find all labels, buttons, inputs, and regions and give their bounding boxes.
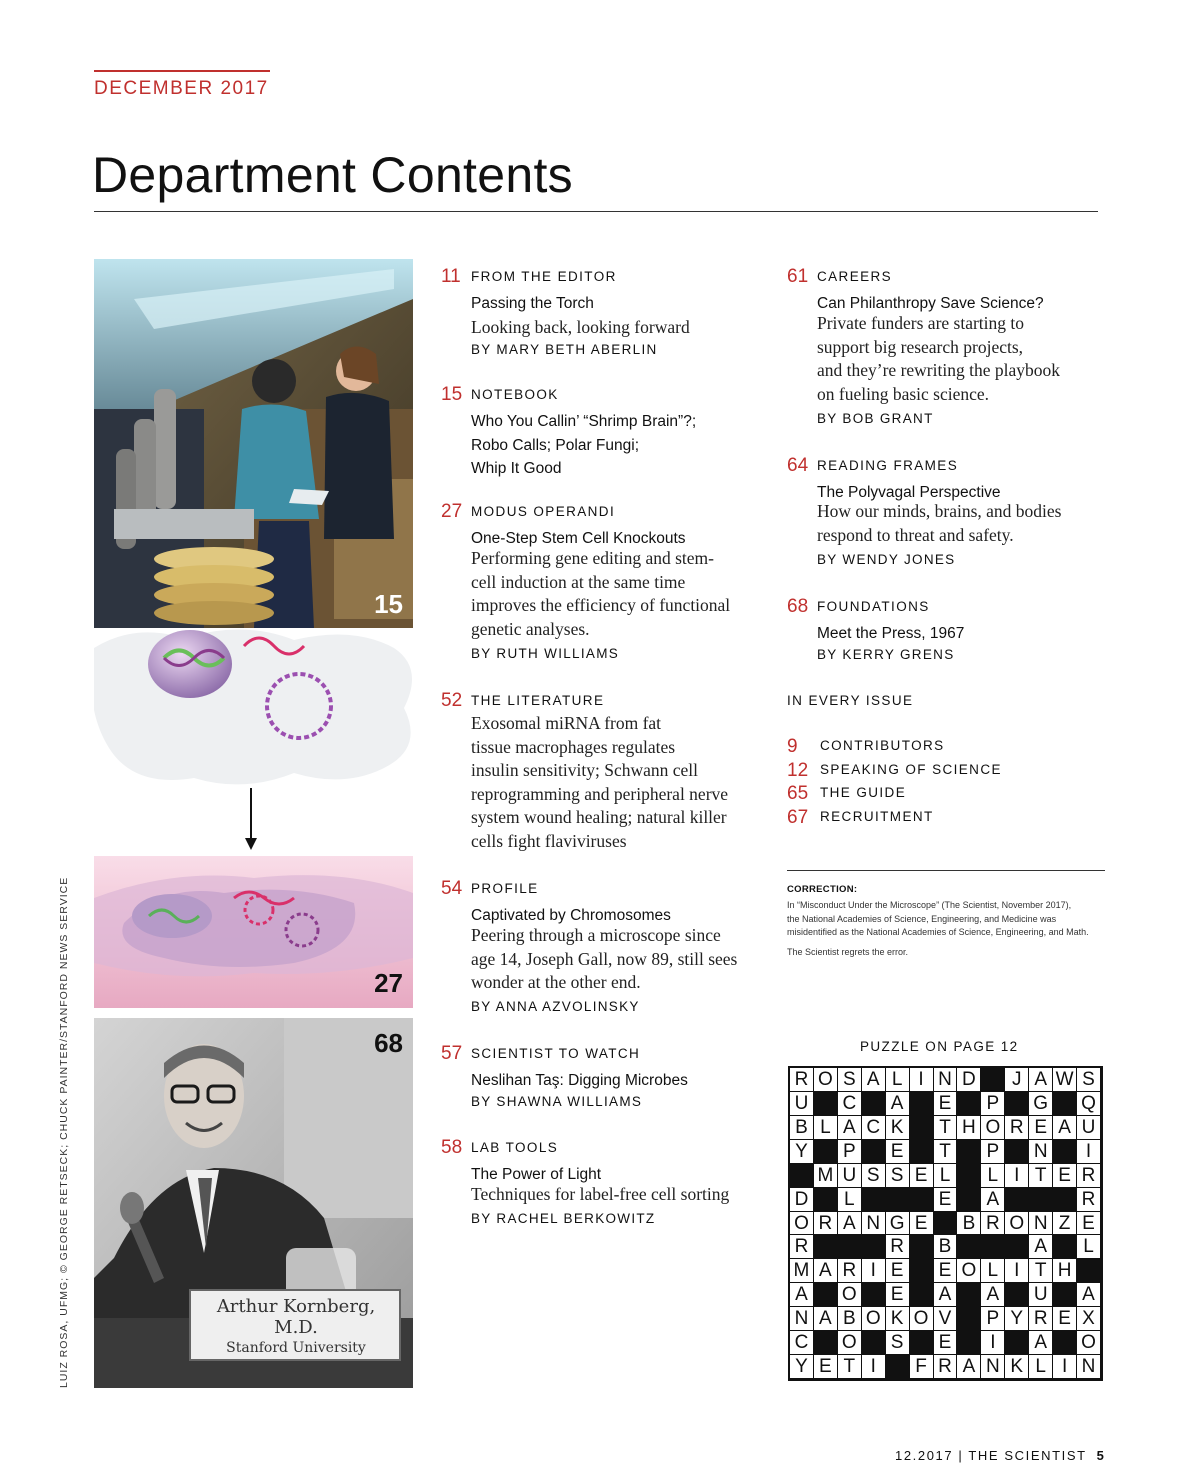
crossword-black-cell	[1053, 1188, 1077, 1212]
entry-byline: BY BOB GRANT	[817, 411, 934, 426]
crossword-black-cell	[1053, 1331, 1077, 1355]
crossword-cell: E	[934, 1092, 958, 1116]
crossword-cell: R	[886, 1235, 910, 1259]
crossword-black-cell	[957, 1235, 981, 1259]
crossword-cell: R	[790, 1068, 814, 1092]
photo-credit: LUIZ ROSA, UFMG; © GEORGE RETSECK; CHUCK PAINTER/STANFORD NEWS SERVICE	[58, 876, 70, 1388]
crossword-black-cell	[814, 1140, 838, 1164]
crossword-cell: C	[862, 1116, 886, 1140]
entry-description: Techniques for label-free cell sorting	[471, 1184, 730, 1204]
entry-description: Peering through a microscope since age 14, Joseph Gall, now 89, still sees wonder at the other end.	[471, 925, 738, 992]
crossword-cell: E	[886, 1140, 910, 1164]
crossword-cell: N	[1029, 1212, 1053, 1236]
correction-heading: CORRECTION:	[787, 884, 858, 895]
crossword-cell: L	[886, 1068, 910, 1092]
crossword-cell: B	[790, 1116, 814, 1140]
crossword-cell: A	[886, 1092, 910, 1116]
entry-byline: BY MARY BETH ABERLIN	[471, 342, 658, 357]
entry-headline: Neslihan Taş: Digging Microbes	[471, 1072, 688, 1089]
crossword-cell: N	[981, 1355, 1005, 1379]
nameplate	[196, 1296, 396, 1356]
entry-page: 68	[787, 596, 809, 617]
entry-headline: Passing the Torch	[471, 295, 594, 312]
crossword-black-cell	[957, 1331, 981, 1355]
crossword-cell: O	[790, 1212, 814, 1236]
crossword-cell: I	[910, 1068, 934, 1092]
entry-byline: BY WENDY JONES	[817, 552, 956, 567]
crossword-cell: P	[981, 1140, 1005, 1164]
crossword-cell: N	[862, 1212, 886, 1236]
entry-page: 52	[441, 690, 463, 711]
crossword-cell: Y	[790, 1355, 814, 1379]
crossword-cell: P	[981, 1307, 1005, 1331]
crossword-cell: E	[814, 1355, 838, 1379]
crossword-cell: I	[981, 1331, 1005, 1355]
entry-section: CAREERS	[817, 269, 893, 284]
crossword-cell: O	[814, 1068, 838, 1092]
entry-section: FROM THE EDITOR	[471, 269, 617, 284]
entry-section: SCIENTIST TO WATCH	[471, 1046, 641, 1061]
crossword-cell: I	[862, 1355, 886, 1379]
crossword-cell: R	[814, 1212, 838, 1236]
stem-cell-illustration	[94, 628, 413, 1008]
crossword-black-cell	[838, 1235, 862, 1259]
entry-description: Private funders are starting to support big research projects, and they’re rewriting the playbook on fueling basic science.	[817, 313, 1060, 404]
crossword-cell: L	[981, 1164, 1005, 1188]
crossword-black-cell	[981, 1068, 1005, 1092]
entry-byline: BY KERRY GRENS	[817, 647, 955, 662]
entry-section: PROFILE	[471, 881, 539, 896]
crossword-cell: A	[790, 1283, 814, 1307]
crossword-cell: Q	[1077, 1092, 1101, 1116]
crossword-cell: S	[838, 1068, 862, 1092]
crossword-cell: L	[981, 1259, 1005, 1283]
crossword-cell: A	[838, 1116, 862, 1140]
crossword-black-cell	[1053, 1283, 1077, 1307]
crossword-cell: U	[1077, 1116, 1101, 1140]
entry-headline: The Power of Light	[471, 1166, 602, 1183]
crossword-cell: C	[838, 1092, 862, 1116]
entry-headline: The Polyvagal Perspective	[817, 484, 1001, 501]
crossword-cell: J	[1005, 1068, 1029, 1092]
entry-description: How our minds, brains, and bodies respond to threat and safety.	[817, 501, 1062, 545]
crossword-cell: Z	[1053, 1212, 1077, 1236]
crossword-black-cell	[814, 1283, 838, 1307]
crossword-cell: I	[1077, 1140, 1101, 1164]
crossword-cell: M	[814, 1164, 838, 1188]
crossword-cell: A	[862, 1068, 886, 1092]
crossword-black-cell	[957, 1092, 981, 1116]
crossword-cell: E	[934, 1188, 958, 1212]
crossword-black-cell	[981, 1235, 1005, 1259]
every-issue-item[interactable]: 9 CONTRIBUTORS	[787, 736, 945, 757]
crossword-cell: O	[862, 1307, 886, 1331]
crossword-cell: E	[1029, 1116, 1053, 1140]
crossword-cell: R	[1029, 1307, 1053, 1331]
cell-diagram	[94, 628, 413, 1008]
crossword-black-cell	[957, 1140, 981, 1164]
crossword-cell: B	[934, 1235, 958, 1259]
crossword-cell: A	[981, 1188, 1005, 1212]
crossword-black-cell	[862, 1140, 886, 1164]
entry-section: MODUS OPERANDI	[471, 504, 616, 519]
entry-page: 57	[441, 1043, 463, 1064]
crossword-cell: R	[981, 1212, 1005, 1236]
crossword-cell: O	[838, 1331, 862, 1355]
crossword-cell: T	[934, 1116, 958, 1140]
entry-description: Looking back, looking forward	[471, 317, 690, 337]
entry-byline: BY RUTH WILLIAMS	[471, 646, 620, 661]
crossword-cell: E	[886, 1259, 910, 1283]
illustration-page-number: 27	[374, 968, 403, 998]
photo-page-number-68: 68	[374, 1028, 403, 1058]
crossword-black-cell	[1053, 1235, 1077, 1259]
crossword-cell: F	[910, 1355, 934, 1379]
crossword-black-cell	[1029, 1188, 1053, 1212]
crossword-cell: X	[1077, 1307, 1101, 1331]
nameplate-name: Arthur Kornberg, M.D.	[216, 1296, 376, 1338]
entry-byline: BY SHAWNA WILLIAMS	[471, 1094, 643, 1109]
photo-page-number: 15	[374, 589, 403, 619]
crossword-cell: E	[1053, 1164, 1077, 1188]
crossword-black-cell	[862, 1188, 886, 1212]
crossword-black-cell	[910, 1140, 934, 1164]
page-footer	[895, 1448, 1106, 1463]
crossword-cell: W	[1053, 1068, 1077, 1092]
crossword-cell: T	[934, 1140, 958, 1164]
crossword-cell: A	[1029, 1068, 1053, 1092]
crossword-cell: S	[886, 1164, 910, 1188]
crossword-cell: G	[886, 1212, 910, 1236]
crossword-cell: I	[1005, 1164, 1029, 1188]
crossword-cell: S	[886, 1331, 910, 1355]
title-divider	[94, 211, 1098, 212]
crossword-cell: V	[934, 1307, 958, 1331]
crossword-black-cell	[1005, 1140, 1029, 1164]
crossword-cell: O	[1077, 1331, 1101, 1355]
issue-date: DECEMBER 2017	[94, 70, 270, 100]
crossword-cell: A	[1029, 1331, 1053, 1355]
crossword-cell: N	[1077, 1355, 1101, 1379]
crossword-cell: R	[838, 1259, 862, 1283]
crossword-cell: O	[957, 1259, 981, 1283]
crossword-black-cell	[957, 1188, 981, 1212]
entry-page: 61	[787, 266, 809, 287]
crossword-cell: G	[1029, 1092, 1053, 1116]
crossword-cell: K	[1005, 1355, 1029, 1379]
crossword-cell: I	[1053, 1355, 1077, 1379]
crossword-black-cell	[1077, 1259, 1101, 1283]
crossword-cell: Y	[1005, 1307, 1029, 1331]
entry-page: 15	[441, 384, 463, 405]
crossword-black-cell	[1005, 1092, 1029, 1116]
crossword-cell: O	[838, 1283, 862, 1307]
entry-description: Performing gene editing and stem- cell induction at the same time improves the efficiency of functional genetic analyses.	[471, 548, 731, 639]
crossword-cell: D	[957, 1068, 981, 1092]
crossword-cell: D	[790, 1188, 814, 1212]
crossword-black-cell	[910, 1259, 934, 1283]
crossword-cell: L	[814, 1116, 838, 1140]
crossword-cell: O	[1005, 1212, 1029, 1236]
crossword-cell: A	[981, 1283, 1005, 1307]
crossword-black-cell	[910, 1235, 934, 1259]
crossword-cell: S	[862, 1164, 886, 1188]
crossword-black-cell	[814, 1188, 838, 1212]
correction-body: In “Misconduct Under the Microscope” (The Scientist, November 2017), the National Academies of Science, Engineering, and Medicine was misidentified as the National Academies of Science, Engineering, and Math. The Scientist regrets the error.	[787, 900, 1089, 957]
crossword-cell: N	[790, 1307, 814, 1331]
correction-divider	[787, 870, 1105, 871]
crossword-black-cell	[1005, 1188, 1029, 1212]
crossword-black-cell	[790, 1164, 814, 1188]
crossword-black-cell	[862, 1331, 886, 1355]
crossword-cell: U	[838, 1164, 862, 1188]
crossword-black-cell	[957, 1283, 981, 1307]
press-conference-photo	[94, 1018, 413, 1388]
crossword-cell: A	[1053, 1116, 1077, 1140]
crossword-cell: H	[1053, 1259, 1077, 1283]
crossword-cell: O	[910, 1307, 934, 1331]
crossword-cell: S	[1077, 1068, 1101, 1092]
crossword-black-cell	[1005, 1235, 1029, 1259]
crossword-cell: N	[934, 1068, 958, 1092]
crossword-cell: R	[934, 1355, 958, 1379]
crossword-cell: L	[1077, 1235, 1101, 1259]
puzzle-heading: PUZZLE ON PAGE 12	[860, 1039, 1019, 1054]
crossword-cell: U	[790, 1092, 814, 1116]
page-title: Department Contents	[92, 147, 573, 203]
crossword-cell: E	[1053, 1307, 1077, 1331]
crossword-black-cell	[910, 1092, 934, 1116]
entry-headline: One-Step Stem Cell Knockouts	[471, 530, 686, 547]
crossword-cell: I	[862, 1259, 886, 1283]
crossword-cell: T	[838, 1355, 862, 1379]
crossword-cell: A	[957, 1355, 981, 1379]
entry-page: 54	[441, 878, 463, 899]
crossword-black-cell	[862, 1092, 886, 1116]
crossword-black-cell	[957, 1164, 981, 1188]
crossword-cell: R	[1077, 1164, 1101, 1188]
lab-photo	[94, 259, 413, 628]
entry-headline: Can Philanthropy Save Science?	[817, 295, 1044, 312]
crossword-cell: L	[1029, 1355, 1053, 1379]
entry-page: 58	[441, 1137, 463, 1158]
crossword-black-cell	[910, 1283, 934, 1307]
crossword-cell: K	[886, 1116, 910, 1140]
entry-page: 64	[787, 455, 809, 476]
crossword-cell: A	[934, 1283, 958, 1307]
crossword-cell: T	[1029, 1164, 1053, 1188]
crossword-cell: L	[838, 1188, 862, 1212]
crossword-black-cell	[910, 1116, 934, 1140]
crossword-cell: B	[957, 1212, 981, 1236]
crossword-cell: E	[934, 1331, 958, 1355]
every-issue-item[interactable]: 65 THE GUIDE	[787, 783, 907, 804]
crossword-black-cell	[1005, 1283, 1029, 1307]
crossword-cell: E	[934, 1259, 958, 1283]
crossword-cell: A	[814, 1307, 838, 1331]
crossword-cell: I	[1005, 1259, 1029, 1283]
crossword-cell: R	[1077, 1188, 1101, 1212]
crossword-cell: A	[1077, 1283, 1101, 1307]
crossword-cell: O	[981, 1116, 1005, 1140]
crossword-black-cell	[957, 1307, 981, 1331]
crossword-cell: B	[838, 1307, 862, 1331]
entry-section: NOTEBOOK	[471, 387, 559, 402]
lab-photo-illustration	[94, 259, 413, 628]
crossword-cell: E	[886, 1283, 910, 1307]
crossword-black-cell	[886, 1188, 910, 1212]
entry-page: 27	[441, 501, 463, 522]
crossword-cell: A	[1029, 1235, 1053, 1259]
crossword-cell: K	[886, 1307, 910, 1331]
crossword-grid	[788, 1066, 1103, 1381]
crossword-black-cell	[814, 1235, 838, 1259]
crossword-cell: Y	[790, 1140, 814, 1164]
crossword-black-cell	[862, 1235, 886, 1259]
crossword-black-cell	[814, 1092, 838, 1116]
crossword-black-cell	[1053, 1092, 1077, 1116]
crossword-black-cell	[1053, 1140, 1077, 1164]
entry-byline: BY ANNA AZVOLINSKY	[471, 999, 640, 1014]
crossword-cell: R	[1005, 1116, 1029, 1140]
crossword-black-cell	[910, 1331, 934, 1355]
crossword-black-cell	[814, 1331, 838, 1355]
crossword-black-cell	[886, 1355, 910, 1379]
crossword-cell: H	[957, 1116, 981, 1140]
crossword-cell: E	[910, 1212, 934, 1236]
crossword-cell: R	[790, 1235, 814, 1259]
entry-section: READING FRAMES	[817, 458, 959, 473]
crossword-cell: P	[981, 1092, 1005, 1116]
every-issue-heading: IN EVERY ISSUE	[787, 693, 914, 708]
crossword-cell: C	[790, 1331, 814, 1355]
crossword-cell: P	[838, 1140, 862, 1164]
nameplate-affiliation: Stanford University	[226, 1340, 366, 1356]
crossword-cell: N	[1029, 1140, 1053, 1164]
entry-headline: Who You Callin’ “Shrimp Brain”?; Robo Calls; Polar Fungi; Whip It Good	[471, 413, 697, 477]
entry-headline: Meet the Press, 1967	[817, 625, 965, 642]
footer-page-number: 5	[1096, 1448, 1106, 1463]
crossword-cell: L	[934, 1164, 958, 1188]
crossword-black-cell	[862, 1283, 886, 1307]
crossword-black-cell	[910, 1188, 934, 1212]
crossword-cell: T	[1029, 1259, 1053, 1283]
entry-section: FOUNDATIONS	[817, 599, 930, 614]
crossword-cell: E	[910, 1164, 934, 1188]
entry-headline: Captivated by Chromosomes	[471, 907, 671, 924]
entry-section: THE LITERATURE	[471, 693, 605, 708]
crossword-black-cell	[1005, 1331, 1029, 1355]
crossword-cell: E	[1077, 1212, 1101, 1236]
entry-description: Exosomal miRNA from fat tissue macrophages regulates insulin sensitivity; Schwann cell reprogramming and peripheral nerve system wound healing; natural killer cells fight flaviviruses	[471, 713, 729, 851]
crossword-black-cell	[934, 1212, 958, 1236]
every-issue-item[interactable]: 67 RECRUITMENT	[787, 807, 934, 828]
footer-issue: 12.2017 | THE SCIENTIST	[895, 1448, 1087, 1463]
entry-byline: BY RACHEL BERKOWITZ	[471, 1211, 656, 1226]
entry-section: LAB TOOLS	[471, 1140, 559, 1155]
every-issue-item[interactable]: 12 SPEAKING OF SCIENCE	[787, 760, 1002, 781]
crossword-cell: M	[790, 1259, 814, 1283]
crossword-cell: A	[838, 1212, 862, 1236]
entry-page: 11	[441, 266, 461, 287]
crossword-cell: A	[814, 1259, 838, 1283]
crossword-cell: U	[1029, 1283, 1053, 1307]
